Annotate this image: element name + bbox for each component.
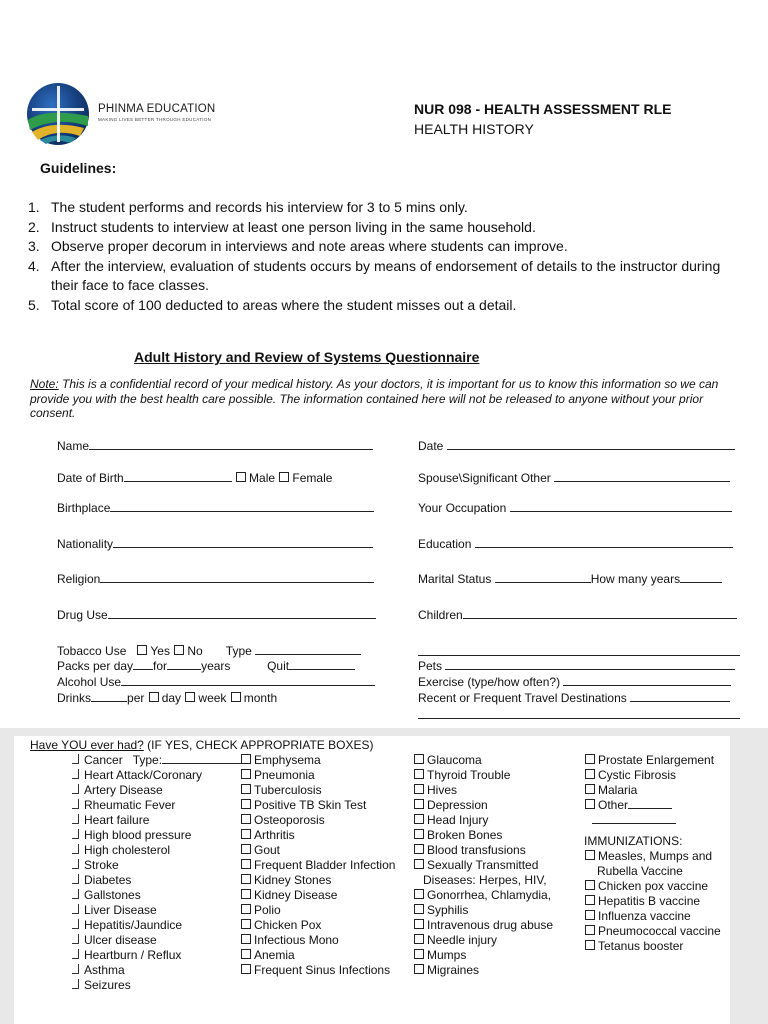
name-line[interactable]	[89, 438, 373, 450]
checkbox[interactable]	[241, 844, 251, 854]
condition-item[interactable]: Depression	[413, 798, 553, 813]
questionnaire-title: Adult History and Review of Systems Questionnaire	[134, 349, 480, 365]
other-line[interactable]	[628, 798, 672, 809]
checkbox[interactable]	[241, 829, 251, 839]
condition-item[interactable]: Malaria	[584, 783, 721, 798]
phinma-logo	[26, 82, 90, 146]
checkbox-mark-icon[interactable]	[72, 934, 79, 944]
guideline-item: 4. After the interview, evaluation of students occurs by means of endorsement of details to the instructor during their face to face classes.	[28, 257, 721, 293]
condition-item[interactable]: Pneumonia	[240, 768, 395, 783]
condition-item[interactable]: Head Injury	[413, 813, 553, 828]
checkbox-mark-icon[interactable]	[72, 949, 79, 959]
checkbox[interactable]	[241, 964, 251, 974]
checkbox-mark-icon[interactable]	[72, 979, 79, 989]
checkbox[interactable]	[241, 754, 251, 764]
other-extra-line-row	[584, 813, 721, 828]
note-label: Note:	[30, 377, 59, 391]
note-text: This is a confidential record of your medical history. As your doctors, it is important for us to know this information so we can provide you with the best health care possible. The information contained here will not be released to anyone without your prior consent.	[30, 377, 719, 420]
checkbox[interactable]	[585, 754, 595, 764]
checkbox[interactable]	[585, 940, 595, 950]
tobacco-field[interactable]: Tobacco Use Yes No Type	[57, 643, 361, 658]
spouse-field[interactable]: Spouse\Significant Other	[418, 470, 730, 485]
name-field[interactable]: Name	[57, 438, 373, 453]
travel-line[interactable]	[630, 690, 730, 702]
religion-line[interactable]	[100, 571, 374, 583]
drinks-line[interactable]	[91, 690, 127, 702]
condition-item[interactable]: Kidney Disease	[240, 888, 395, 903]
checkbox[interactable]	[414, 814, 424, 824]
checkbox[interactable]	[414, 919, 424, 929]
packs-line[interactable]	[133, 658, 153, 670]
drinks-month-checkbox[interactable]	[231, 692, 241, 702]
checkbox-mark-icon[interactable]	[72, 829, 79, 839]
condition-item[interactable]: Heart Attack/Coronary	[72, 768, 244, 783]
document-subtitle: HEALTH HISTORY	[414, 121, 534, 137]
vaccine-item[interactable]: Pneumococcal vaccine	[584, 924, 721, 939]
checkbox[interactable]	[414, 934, 424, 944]
dob-line[interactable]	[124, 470, 232, 482]
checkbox[interactable]	[585, 910, 595, 920]
checkbox[interactable]	[241, 784, 251, 794]
spouse-line[interactable]	[554, 470, 730, 482]
checkbox-mark-icon[interactable]	[72, 919, 79, 929]
checkbox[interactable]	[241, 889, 251, 899]
condition-item[interactable]: Gallstones	[72, 888, 244, 903]
checkbox[interactable]	[414, 904, 424, 914]
condition-item[interactable]: Thyroid Trouble	[413, 768, 553, 783]
checkbox-mark-icon[interactable]	[72, 814, 79, 824]
condition-item[interactable]: Intravenous drug abuse	[413, 918, 553, 933]
condition-item[interactable]: Emphysema	[240, 753, 395, 768]
condition-item[interactable]: Arthritis	[240, 828, 395, 843]
checkbox[interactable]	[241, 814, 251, 824]
immunizations-heading: IMMUNIZATIONS:	[584, 834, 683, 848]
children-field[interactable]: Children	[418, 607, 737, 622]
checkbox[interactable]	[414, 784, 424, 794]
condition-item[interactable]: Other	[584, 798, 721, 813]
condition-item[interactable]: Rheumatic Fever	[72, 798, 244, 813]
condition-item[interactable]: Stroke	[72, 858, 244, 873]
condition-item[interactable]: Liver Disease	[72, 903, 244, 918]
condition-item[interactable]: Heartburn / Reflux	[72, 948, 244, 963]
checkbox-mark-icon[interactable]	[72, 844, 79, 854]
course-title: NUR 098 - HEALTH ASSESSMENT RLE	[414, 101, 672, 117]
checkbox[interactable]	[414, 769, 424, 779]
checkbox[interactable]	[414, 754, 424, 764]
condition-item[interactable]: Osteoporosis	[240, 813, 395, 828]
checkbox[interactable]	[585, 850, 595, 860]
vaccine-item-continued: Rubella Vaccine	[597, 864, 683, 878]
occupation-field[interactable]: Your Occupation	[418, 500, 732, 515]
guidelines-heading: Guidelines:	[40, 160, 117, 176]
checkbox[interactable]	[414, 889, 424, 899]
exercise-line[interactable]	[563, 674, 731, 686]
condition-item[interactable]: Mumps	[413, 948, 553, 963]
vaccine-item[interactable]: Chicken pox vaccine	[584, 879, 721, 894]
checkbox[interactable]	[585, 784, 595, 794]
condition-item[interactable]: Needle injury	[413, 933, 553, 948]
checkbox[interactable]	[414, 859, 424, 869]
children-extra-line[interactable]	[418, 655, 740, 656]
checkbox-mark-icon[interactable]	[72, 754, 79, 764]
vaccine-item[interactable]: Tetanus booster	[584, 939, 721, 954]
cancer-item[interactable]: Cancer Type:	[72, 753, 244, 768]
female-checkbox[interactable]	[279, 472, 289, 482]
vaccine-item[interactable]: Influenza vaccine	[584, 909, 721, 924]
checkbox[interactable]	[241, 934, 251, 944]
pets-field[interactable]: Pets	[418, 658, 735, 673]
condition-item[interactable]: Hives	[413, 783, 553, 798]
condition-item[interactable]: Chicken Pox	[240, 918, 395, 933]
checkbox[interactable]	[241, 949, 251, 959]
condition-item[interactable]: High blood pressure	[72, 828, 244, 843]
condition-item[interactable]: Hepatitis/Jaundice	[72, 918, 244, 933]
condition-item[interactable]: Diabetes	[72, 873, 244, 888]
history-column-1	[72, 753, 244, 993]
history-column-3	[413, 753, 553, 978]
condition-item[interactable]: Ulcer disease	[72, 933, 244, 948]
checkbox-mark-icon[interactable]	[72, 964, 79, 974]
checkbox[interactable]	[585, 880, 595, 890]
condition-item[interactable]: Anemia	[240, 948, 395, 963]
checkbox[interactable]	[241, 799, 251, 809]
alcohol-line[interactable]	[121, 674, 375, 686]
condition-item[interactable]: Heart failure	[72, 813, 244, 828]
other-extra-line[interactable]	[592, 813, 676, 824]
occupation-line[interactable]	[510, 500, 732, 512]
condition-item[interactable]: Blood transfusions	[413, 843, 553, 858]
tobacco-type-line[interactable]	[255, 643, 361, 655]
marital-status-field[interactable]: Marital Status How many years	[418, 571, 722, 586]
birthplace-line[interactable]	[110, 500, 374, 512]
brand-tagline: MAKING LIVES BETTER THROUGH EDUCATION	[98, 117, 212, 122]
history-column-2	[240, 753, 395, 978]
cancer-type-line[interactable]	[162, 753, 244, 764]
birthplace-field[interactable]: Birthplace	[57, 500, 374, 515]
condition-item[interactable]: Broken Bones	[413, 828, 553, 843]
date-line[interactable]	[447, 438, 735, 450]
checkbox[interactable]	[241, 904, 251, 914]
exercise-field[interactable]: Exercise (type/how often?)	[418, 674, 731, 689]
condition-item[interactable]: Seizures	[72, 978, 244, 993]
nationality-field[interactable]: Nationality	[57, 536, 373, 551]
drinks-field[interactable]: Drinks per day week month	[57, 691, 278, 705]
vaccine-item[interactable]: Hepatitis B vaccine	[584, 894, 721, 909]
years-line[interactable]	[680, 571, 722, 583]
checkbox[interactable]	[241, 874, 251, 884]
drinks-day-checkbox[interactable]	[149, 692, 159, 702]
checkbox-mark-icon[interactable]	[72, 769, 79, 779]
checkbox[interactable]	[414, 964, 424, 974]
condition-item[interactable]: Glaucoma	[413, 753, 553, 768]
checkbox[interactable]	[414, 799, 424, 809]
male-checkbox[interactable]	[236, 472, 246, 482]
condition-item[interactable]: High cholesterol	[72, 843, 244, 858]
history-column-4	[584, 753, 721, 954]
tobacco-no-checkbox[interactable]	[174, 645, 184, 655]
checkbox-mark-icon[interactable]	[72, 874, 79, 884]
checkbox[interactable]	[585, 769, 595, 779]
checkbox[interactable]	[585, 925, 595, 935]
condition-item[interactable]: Positive TB Skin Test	[240, 798, 395, 813]
checkbox[interactable]	[585, 895, 595, 905]
packs-field[interactable]: Packs per day for years Quit	[57, 658, 355, 673]
packs-for-line[interactable]	[167, 658, 201, 670]
condition-item[interactable]: Frequent Sinus Infections	[240, 963, 395, 978]
condition-item[interactable]: Prostate Enlargement	[584, 753, 721, 768]
condition-item[interactable]: Kidney Stones	[240, 873, 395, 888]
children-line[interactable]	[463, 607, 737, 619]
condition-item[interactable]: Sexually Transmitted	[413, 858, 553, 873]
history-heading: Have YOU ever had? (IF YES, CHECK APPROPRIATE BOXES)	[30, 738, 374, 752]
drug-use-line[interactable]	[108, 607, 376, 619]
checkbox-mark-icon[interactable]	[72, 859, 79, 869]
religion-field[interactable]: Religion	[57, 571, 374, 586]
checkbox[interactable]	[585, 799, 595, 809]
condition-item-continued: Diseases: Herpes, HIV,	[423, 873, 547, 887]
checkbox[interactable]	[241, 859, 251, 869]
checkbox[interactable]	[414, 829, 424, 839]
checkbox[interactable]	[241, 769, 251, 779]
travel-field[interactable]: Recent or Frequent Travel Destinations	[418, 690, 730, 705]
guidelines-list	[28, 198, 738, 315]
condition-item[interactable]: Migraines	[413, 963, 553, 978]
checkbox[interactable]	[414, 844, 424, 854]
guideline-item: 2. Instruct students to interview at least one person living in the same household.	[28, 218, 536, 235]
condition-item[interactable]: Syphilis	[413, 903, 553, 918]
travel-extra-line[interactable]	[418, 718, 740, 719]
vaccine-item[interactable]: Measles, Mumps and	[584, 849, 721, 864]
guideline-item: 1. The student performs and records his interview for 3 to 5 mins only.	[28, 199, 468, 215]
guideline-item: 5. Total score of 100 deducted to areas where the student misses out a detail.	[28, 296, 517, 313]
condition-item[interactable]: Cystic Fibrosis	[584, 768, 721, 783]
checkbox[interactable]	[414, 949, 424, 959]
quit-line[interactable]	[289, 658, 355, 670]
condition-item[interactable]: Gonorrhea, Chlamydia,	[413, 888, 553, 903]
education-field[interactable]: Education	[418, 536, 733, 551]
condition-item[interactable]: Gout	[240, 843, 395, 858]
checkbox-mark-icon[interactable]	[72, 784, 79, 794]
condition-item[interactable]: Artery Disease	[72, 783, 244, 798]
alcohol-field[interactable]: Alcohol Use	[57, 674, 375, 689]
marital-line[interactable]	[495, 571, 591, 583]
guideline-item: 3. Observe proper decorum in interviews and note areas where students can improve.	[28, 238, 568, 254]
condition-item[interactable]: Polio	[240, 903, 395, 918]
dob-field[interactable]: Date of Birth Male Female	[57, 471, 333, 485]
checkbox-mark-icon[interactable]	[72, 889, 79, 899]
tobacco-yes-checkbox[interactable]	[137, 645, 147, 655]
condition-item[interactable]: Tuberculosis	[240, 783, 395, 798]
condition-item[interactable]: Asthma	[72, 963, 244, 978]
checkbox[interactable]	[241, 919, 251, 929]
brand-name: PHINMA EDUCATION	[98, 103, 216, 115]
nationality-line[interactable]	[113, 536, 373, 548]
drug-use-field[interactable]: Drug Use	[57, 607, 376, 622]
pets-line[interactable]	[445, 658, 735, 670]
confidentiality-note	[30, 377, 742, 421]
checkbox-mark-icon[interactable]	[72, 799, 79, 809]
checkbox-mark-icon[interactable]	[72, 904, 79, 914]
date-field[interactable]: Date	[418, 438, 735, 453]
condition-item[interactable]: Infectious Mono	[240, 933, 395, 948]
condition-item[interactable]: Frequent Bladder Infection	[240, 858, 395, 873]
education-line[interactable]	[475, 536, 733, 548]
drinks-week-checkbox[interactable]	[185, 692, 195, 702]
